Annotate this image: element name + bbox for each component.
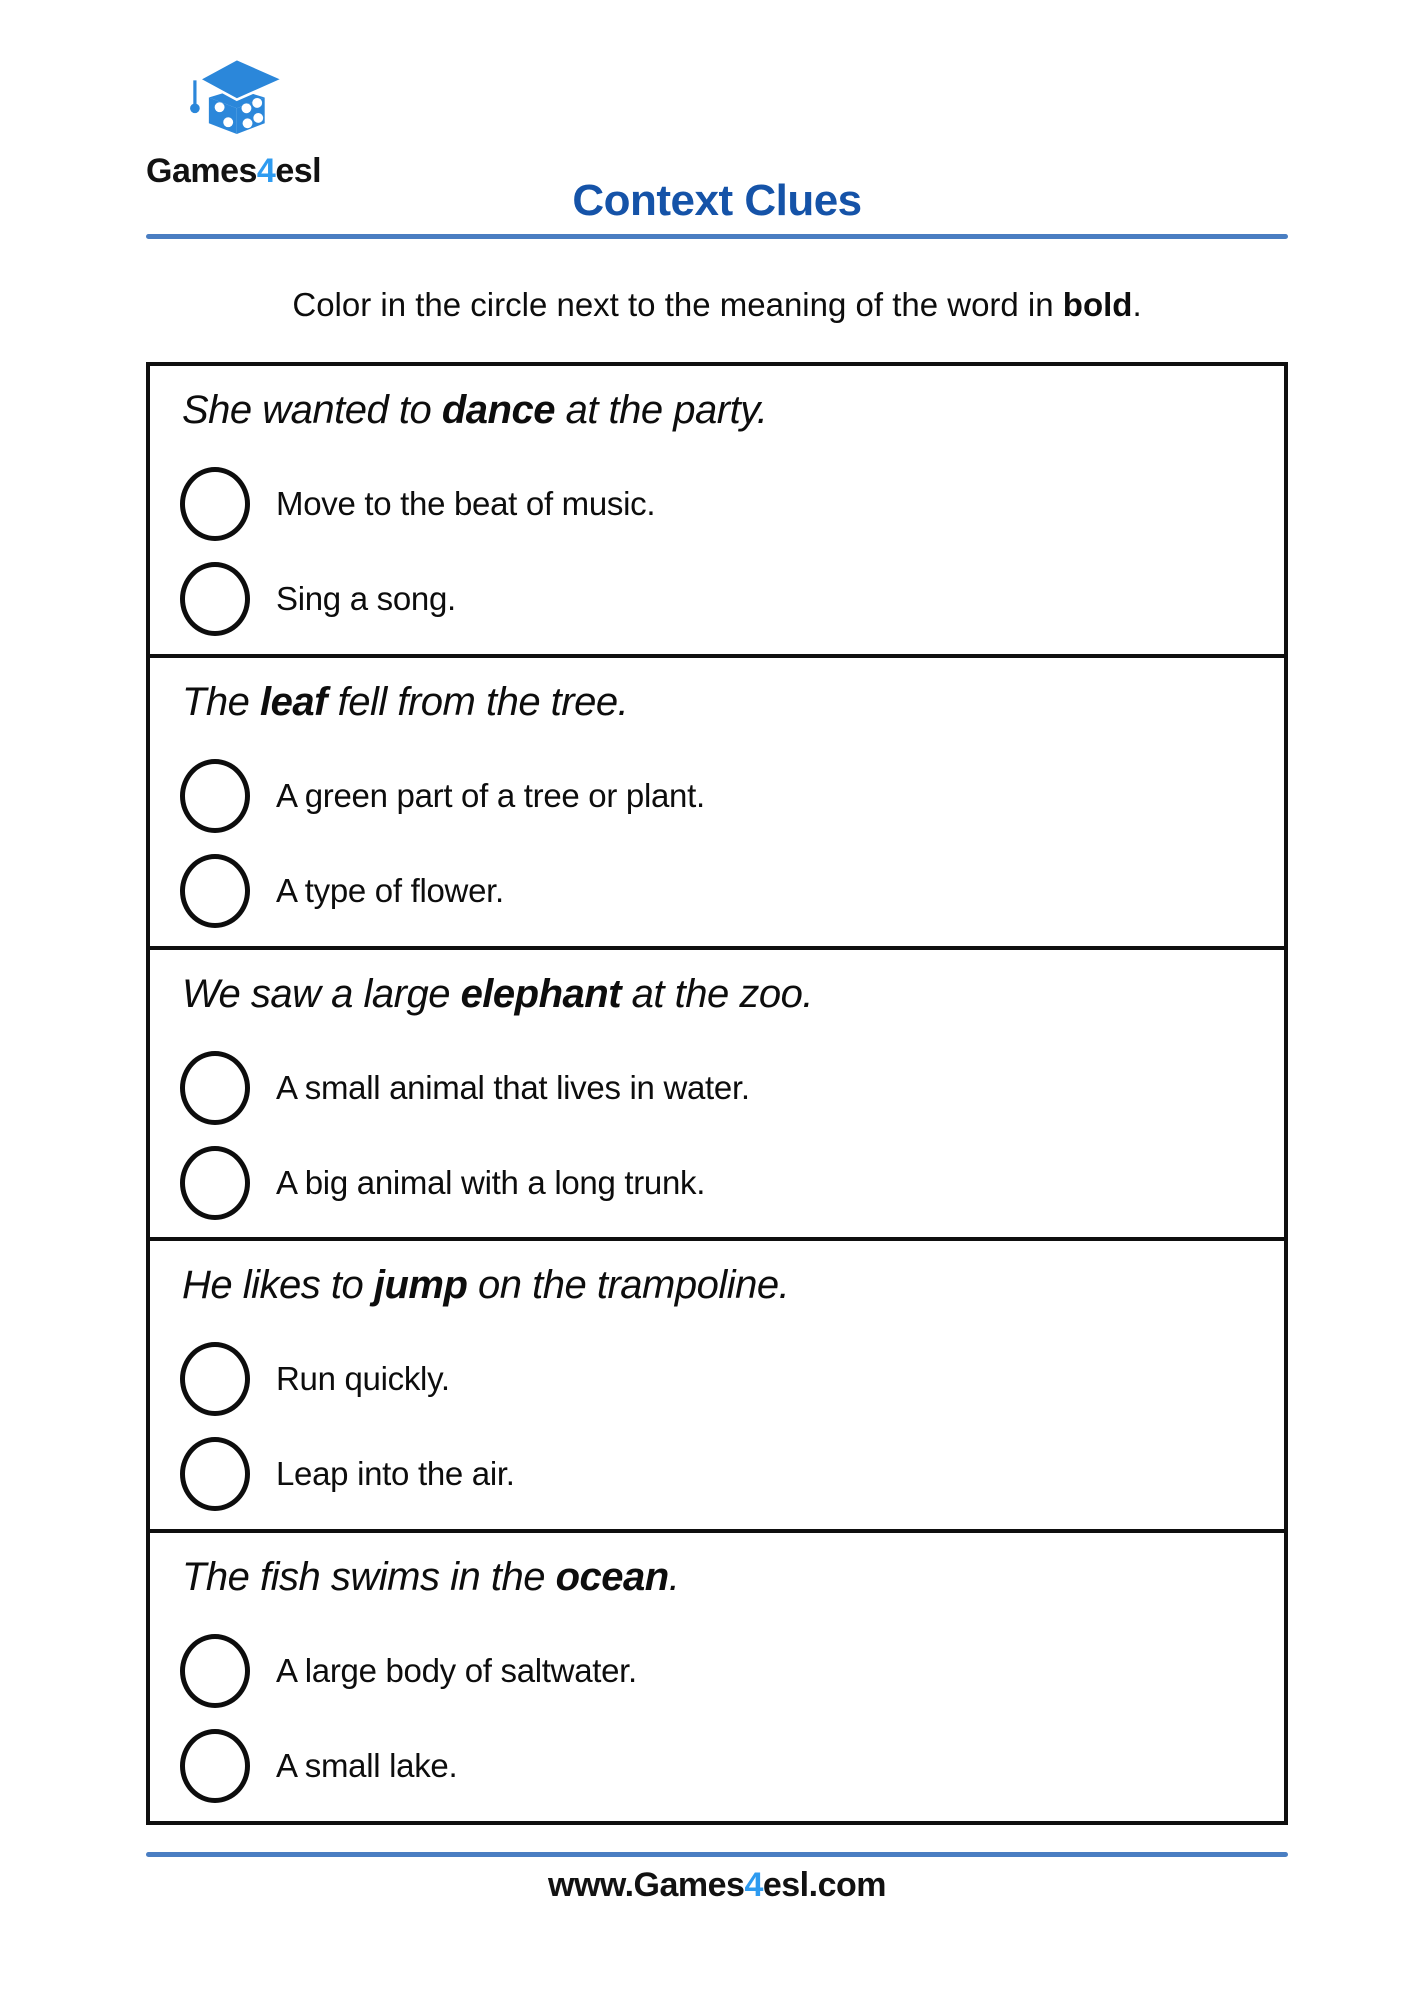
brand-name-prefix: Games bbox=[146, 152, 257, 190]
option-label: A small animal that lives in water. bbox=[276, 1068, 750, 1106]
sentence-bold-word: jump bbox=[373, 1263, 468, 1308]
answer-circle[interactable] bbox=[180, 1437, 250, 1511]
sentence-before: We saw a large bbox=[182, 971, 461, 1016]
question-sentence bbox=[182, 680, 1284, 725]
question-table bbox=[146, 362, 1288, 1825]
option-a bbox=[180, 1342, 1284, 1416]
answer-circle[interactable] bbox=[180, 1051, 250, 1125]
sentence-after: at the party. bbox=[554, 388, 768, 432]
option-b bbox=[180, 1729, 1284, 1803]
answer-circle[interactable] bbox=[180, 759, 250, 833]
header-divider-line bbox=[146, 234, 1288, 239]
question-row-5 bbox=[150, 1529, 1284, 1821]
graduation-cap-dice-icon bbox=[180, 46, 300, 148]
question-row-4 bbox=[150, 1237, 1284, 1529]
sentence-before: She wanted to bbox=[182, 388, 442, 432]
option-a bbox=[180, 759, 1284, 833]
options-group bbox=[180, 1634, 1284, 1803]
brand-name-digit: 4 bbox=[256, 152, 276, 190]
brand-logo bbox=[146, 46, 356, 191]
option-a bbox=[180, 1051, 1284, 1125]
option-a bbox=[180, 1634, 1284, 1708]
sentence-bold-word: dance bbox=[441, 388, 555, 432]
footer-url bbox=[146, 1866, 1288, 1905]
sentence-after: . bbox=[668, 1555, 680, 1600]
answer-circle[interactable] bbox=[180, 562, 250, 636]
option-b bbox=[180, 854, 1284, 928]
option-label: A big animal with a long trunk. bbox=[276, 1163, 706, 1201]
option-label: A type of flower. bbox=[276, 871, 504, 909]
sentence-before: The bbox=[182, 679, 261, 724]
instruction-prefix: Color in the circle next to the meaning of the word in bbox=[292, 286, 1063, 323]
answer-circle[interactable] bbox=[180, 467, 250, 541]
instruction-text bbox=[146, 286, 1288, 324]
page-title: Context Clues bbox=[572, 176, 862, 225]
footer-divider-line bbox=[146, 1852, 1288, 1857]
question-sentence bbox=[182, 1263, 1284, 1308]
sentence-before: He likes to bbox=[182, 1263, 374, 1308]
sentence-bold-word: ocean bbox=[555, 1555, 669, 1600]
option-label: A small lake. bbox=[276, 1747, 458, 1785]
question-sentence bbox=[182, 388, 1284, 433]
option-b bbox=[180, 562, 1284, 636]
question-row-3 bbox=[150, 946, 1284, 1238]
sentence-bold-word: elephant bbox=[460, 971, 622, 1016]
option-b bbox=[180, 1437, 1284, 1511]
option-label: A large body of saltwater. bbox=[276, 1652, 637, 1690]
question-sentence bbox=[182, 1555, 1284, 1600]
question-row-2 bbox=[150, 654, 1284, 946]
option-label: Run quickly. bbox=[276, 1360, 450, 1398]
brand-name-suffix: esl bbox=[275, 152, 322, 190]
option-label: Sing a song. bbox=[276, 580, 456, 617]
answer-circle[interactable] bbox=[180, 1146, 250, 1220]
options-group bbox=[180, 467, 1284, 636]
answer-circle[interactable] bbox=[180, 1342, 250, 1416]
sentence-before: The fish swims in the bbox=[182, 1555, 556, 1600]
options-group bbox=[180, 1051, 1284, 1220]
question-sentence bbox=[182, 972, 1284, 1017]
options-group bbox=[180, 1342, 1284, 1511]
footer-url-prefix: www.Games bbox=[548, 1866, 745, 1904]
footer-url-digit: 4 bbox=[744, 1866, 763, 1904]
question-row-1 bbox=[150, 366, 1284, 654]
answer-circle[interactable] bbox=[180, 1729, 250, 1803]
answer-circle[interactable] bbox=[180, 854, 250, 928]
instruction-bold-word: bold bbox=[1062, 286, 1133, 323]
sentence-after: on the trampoline. bbox=[467, 1263, 790, 1308]
sentence-bold-word: leaf bbox=[260, 679, 327, 724]
option-label: A green part of a tree or plant. bbox=[276, 776, 705, 814]
options-group bbox=[180, 759, 1284, 928]
answer-circle[interactable] bbox=[180, 1634, 250, 1708]
option-b bbox=[180, 1146, 1284, 1220]
footer-url-suffix: esl.com bbox=[762, 1866, 886, 1904]
option-label: Move to the beat of music. bbox=[276, 485, 656, 522]
option-a bbox=[180, 467, 1284, 541]
sentence-after: fell from the tree. bbox=[326, 679, 629, 724]
instruction-suffix: . bbox=[1132, 286, 1142, 323]
option-label: Leap into the air. bbox=[276, 1455, 515, 1493]
sentence-after: at the zoo. bbox=[621, 971, 813, 1016]
